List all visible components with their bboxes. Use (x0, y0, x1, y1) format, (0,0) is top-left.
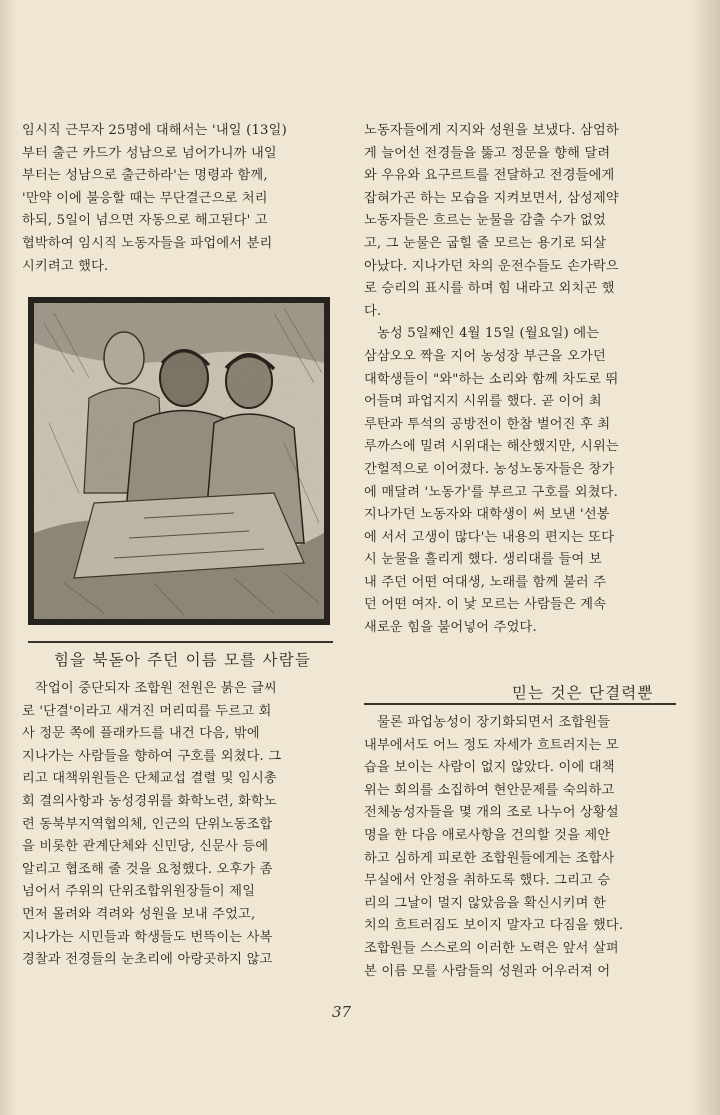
text-line: 부터는 성남으로 출근하라'는 명령과 함께, (22, 168, 268, 184)
sketch-of-workers-image (34, 303, 324, 619)
text-line: 시 눈물을 흘리게 했다. 생리대를 들여 보 (364, 552, 602, 568)
text-line: 본 이름 모를 사람들의 성원과 어우러져 어 (364, 963, 611, 979)
text-line: 리고 대책위원들은 단체교섭 결렬 및 임시총 (22, 771, 277, 787)
text-line: 명을 한 다음 애로사항을 건의할 것을 제안 (364, 827, 611, 843)
text-line: 하고 심하게 피로한 조합원들에게는 조합사 (364, 850, 615, 866)
text-line: 넘어서 주위의 단위조합위원장들이 제일 (22, 884, 256, 900)
text-line: 루까스에 밀려 시위대는 해산했지만, 시위는 (364, 439, 619, 455)
page-number: 37 (332, 1003, 352, 1021)
text-line: 아났다. 지나가던 차의 운전수들도 손가락으 (364, 258, 619, 274)
pencil-sketch-illustration (28, 297, 330, 625)
text-line: 노동자들은 흐르는 눈물을 감출 수가 없었 (364, 213, 606, 229)
text-line: 로 승리의 표시를 하며 힘 내라고 외치곤 했 (364, 281, 615, 297)
text-line: 잡혀가곤 하는 모습을 지켜보면서, 삼성제약 (364, 190, 619, 206)
right-column-top-text (364, 120, 676, 640)
page-edge-shadow (0, 0, 18, 1115)
text-line: 에 매달려 '노동가'를 부르고 구호를 외쳤다. (364, 484, 618, 500)
text-line: 위는 회의를 소집하여 현안문제를 숙의하고 (364, 782, 615, 798)
left-column-top-text (22, 120, 334, 278)
left-column-bottom-text (22, 678, 334, 972)
text-line: 알리고 협조해 줄 것을 요청했다. 오후가 좀 (22, 861, 273, 877)
text-line: 어들며 파업지지 시위를 했다. 곧 이어 최 (364, 394, 602, 410)
text-line: 내 주던 어떤 여대생, 노래를 함께 불러 주 (364, 574, 607, 590)
text-line: 경찰과 전경들의 눈초리에 아랑곳하지 않고 (22, 952, 273, 968)
text-line: 치의 흐트러짐도 보이지 말자고 다짐을 했다. (364, 918, 624, 934)
text-line: 사 정문 쪽에 플래카드를 내건 다음, 밖에 (22, 726, 260, 742)
text-line: 습을 보이는 사람이 없지 않았다. 이에 대책 (364, 760, 615, 776)
text-line: 로 '단결'이라고 새겨진 머리띠를 두르고 회 (22, 703, 272, 719)
text-line: 물론 파업농성이 장기화되면서 조합원들 (377, 715, 611, 730)
text-line: 협박하여 임시직 노동자들을 파업에서 분리 (22, 235, 273, 251)
text-line: 지나가는 시민들과 학생들도 번뜩이는 사복 (22, 929, 273, 945)
text-line: 조합원들 스스로의 이러한 노력은 앞서 살펴 (364, 940, 619, 956)
page-gutter-shadow (690, 0, 720, 1115)
text-line: 내부에서도 어느 정도 자세가 흐트러지는 모 (364, 737, 619, 753)
text-line: 고, 그 눈물은 굽힐 줄 모르는 용기로 되살 (364, 235, 607, 251)
right-column-bottom-text (364, 712, 676, 983)
section-heading: 힘을 북돋아 주던 이름 모를 사람들 (54, 651, 312, 669)
text-line: 전체농성자들을 몇 개의 조로 나누어 상황설 (364, 805, 619, 821)
section-divider (28, 641, 333, 643)
text-line: 다. (364, 303, 382, 319)
text-line: 련 동북부지역협의체, 인근의 단위노동조합 (22, 816, 273, 832)
text-line: 하되, 5일이 넘으면 자동으로 해고된다' 고 (22, 213, 268, 229)
text-line: '만약 이에 불응할 때는 무단결근으로 처리 (22, 190, 268, 206)
section-divider (364, 703, 676, 705)
text-line: 와 우유와 요구르트를 전달하고 전경들에게 (364, 168, 615, 184)
text-line: 새로운 힘을 불어넣어 주었다. (364, 620, 537, 636)
text-line: 던 어떤 여자. 이 낯 모르는 사람들은 계속 (364, 597, 607, 613)
text-line: 대학생들이 "와"하는 소리와 함께 차도로 뛰 (364, 371, 619, 387)
text-line: 무실에서 안정을 취하도록 했다. 그리고 승 (364, 873, 611, 889)
text-line: 임시직 근무자 25명에 대해서는 '내일 (13일) (22, 123, 287, 138)
text-line: 회 결의사항과 농성경위를 화학노련, 화학노 (22, 793, 277, 809)
text-line: 시키려고 했다. (22, 258, 109, 274)
section-heading: 믿는 것은 단결력뿐 (512, 684, 654, 702)
text-line: 먼저 몰려와 격려와 성원을 보내 주었고, (22, 906, 256, 922)
text-line: 부터 출근 카드가 성남으로 넘어가니까 내일 (22, 145, 277, 161)
text-line: 에 서서 고생이 많다'는 내용의 편지는 또다 (364, 529, 615, 545)
text-line: 루탄과 투석의 공방전이 한참 벌어진 후 최 (364, 416, 611, 432)
text-line: 리의 그날이 멀지 않았음을 확신시키며 한 (364, 895, 606, 911)
text-line: 간헐적으로 이어졌다. 농성노동자들은 창가 (364, 461, 615, 477)
text-line: 지나가는 사람들을 향하여 구호를 외쳤다. 그 (22, 748, 282, 764)
text-line: 게 늘어선 전경들을 뚫고 정문을 향해 달려 (364, 145, 611, 161)
text-line: 작업이 중단되자 조합원 전원은 붉은 글씨 (35, 681, 277, 696)
text-line: 삼삼오오 짝을 지어 농성장 부근을 오가던 (364, 348, 606, 364)
text-line: 노동자들에게 지지와 성원을 보냈다. 삼엄하 (364, 123, 619, 138)
text-line: 을 비롯한 관계단체와 신민당, 신문사 등에 (22, 839, 269, 855)
text-line: 농성 5일째인 4월 15일 (월요일) 에는 (377, 326, 600, 342)
text-line: 지나가던 노동자와 대학생이 써 보낸 '선봉 (364, 507, 610, 523)
